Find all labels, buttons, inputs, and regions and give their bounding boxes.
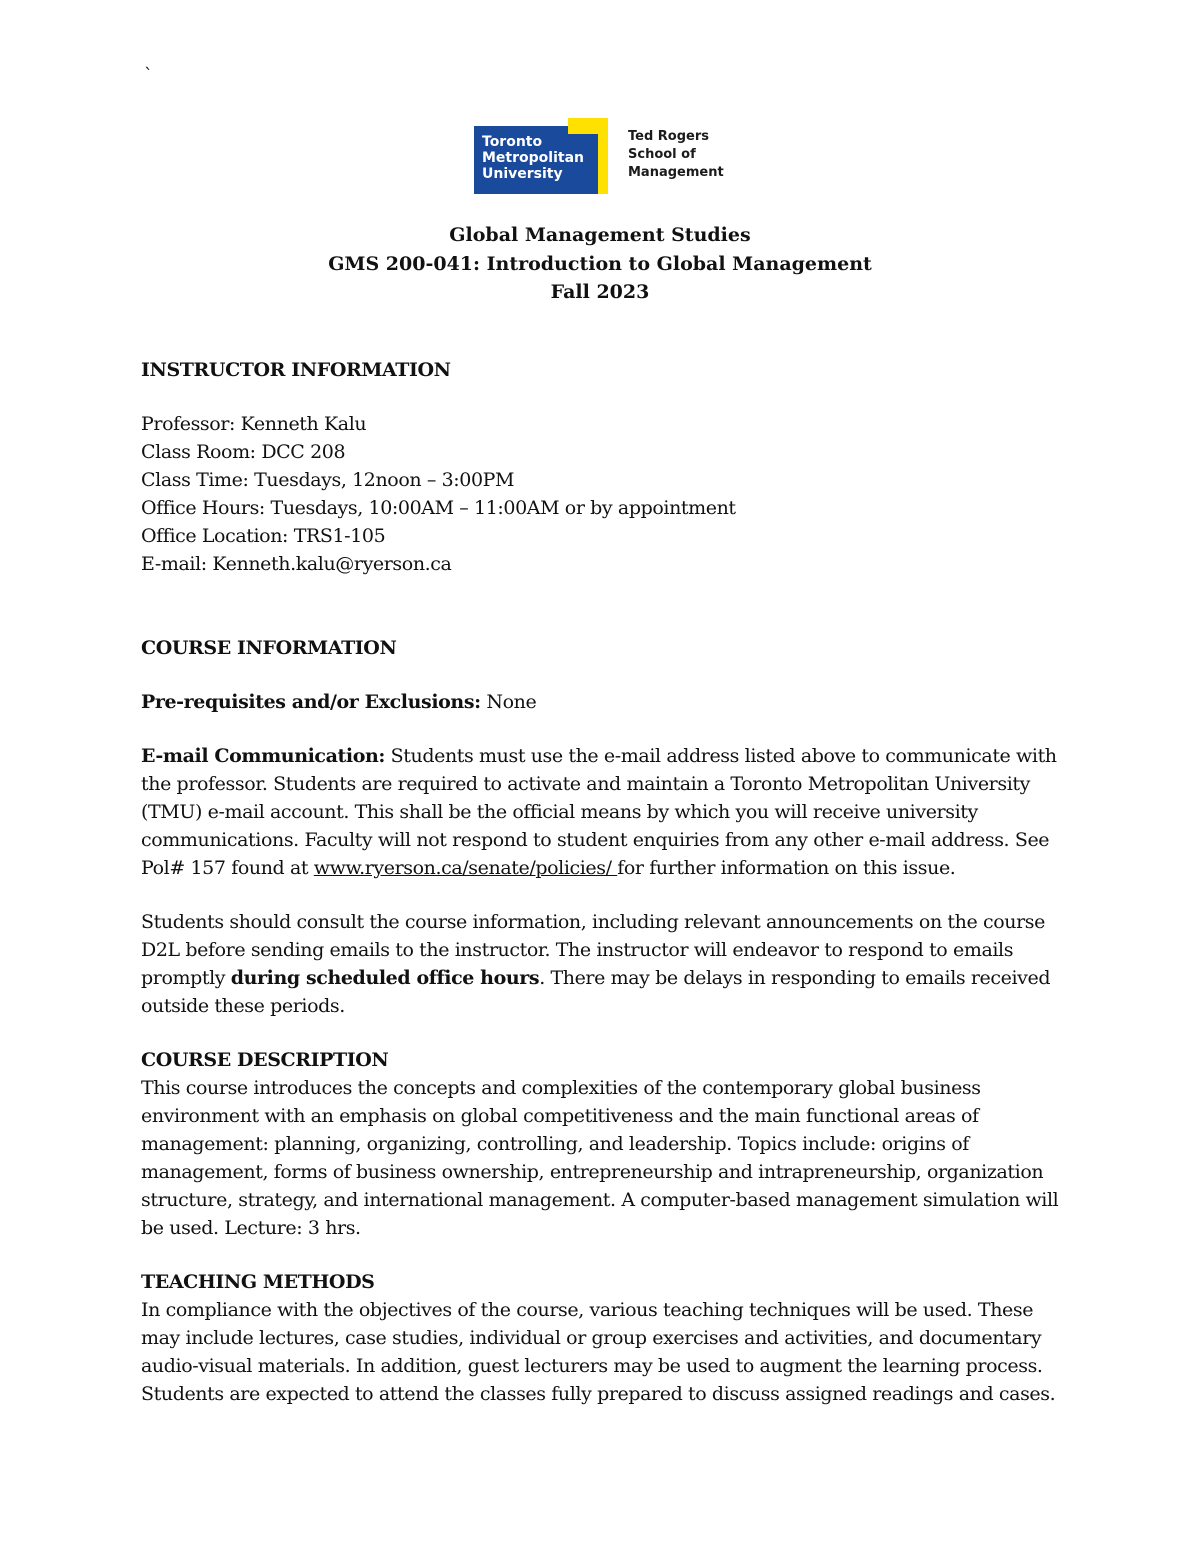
document-body — [141, 356, 1071, 1408]
spacer — [141, 1020, 1071, 1046]
consult-emphasis: during scheduled office hours — [230, 967, 540, 989]
policy-link[interactable]: www.ryerson.ca/senate/policies/ — [313, 857, 618, 879]
consult-text: Students should consult the course information, including relevant announcements on the course D2L before sending emails to the instructor. The instructor will endeavor to respond to emails promptly — [141, 911, 1045, 989]
program-title: Global Management Studies — [449, 224, 751, 246]
spacer — [141, 1242, 1071, 1268]
course-title: GMS 200-041: Introduction to Global Management — [328, 252, 872, 275]
email-line: E-mail: Kenneth.kalu@ryerson.ca — [141, 553, 452, 575]
stray-mark: ` — [144, 65, 153, 86]
office-location-line: Office Location: TRS1-105 — [141, 525, 386, 547]
spacer — [141, 662, 1071, 688]
prereq-paragraph — [141, 688, 1071, 716]
term-title: Fall 2023 — [550, 281, 650, 303]
email-communication-label: E-mail Communication: — [141, 745, 386, 767]
document-title — [0, 221, 1200, 307]
course-description-heading: COURSE DESCRIPTION — [141, 1049, 389, 1071]
prereq-value: None — [480, 691, 537, 713]
course-description-text: This course introduces the concepts and complexities of the contemporary global business environment with an emphasis on global competitiveness and the main functional areas of management: planning, organizing, controlling, and leadership. Topics include: origins of management, forms of business ownership, entrepreneurship and intrapreneurship, organization structure, strategy, and international management. A computer-based management simulation will be used. Lecture: 3 hrs. — [141, 1077, 1059, 1239]
consult-text-end: . There may be delays in responding to emails received outside these periods. — [141, 967, 1051, 1017]
email-communication-paragraph — [141, 742, 1071, 882]
logo-yellow-bar — [568, 118, 602, 134]
consult-paragraph — [141, 908, 1071, 1020]
teaching-methods-heading: TEACHING METHODS — [141, 1271, 375, 1293]
instructor-heading: INSTRUCTOR INFORMATION — [141, 359, 451, 381]
logo-school-name: Ted Rogers School of Management — [628, 129, 724, 180]
email-communication-text: Students must use the e-mail address listed above to communicate with the professor. Students are required to activate and maintain a Toronto Metropolitan University (TMU) e-mail account. This shall be the official means by which you will receive university communications. Faculty will not respond to student enquiries from any other e-mail address. See Pol# 157 found at — [141, 745, 1057, 879]
spacer — [141, 384, 1071, 410]
logo-university-name: Toronto Metropolitan University — [482, 134, 584, 182]
university-logo — [474, 118, 734, 194]
email-communication-text-end: for further information on this issue. — [617, 857, 956, 879]
prereq-label: Pre-requisites and/or Exclusions: — [141, 691, 481, 713]
class-room-line: Class Room: DCC 208 — [141, 441, 346, 463]
teaching-methods-text: In compliance with the objectives of the course, various teaching techniques will be used. These may include lectures, case studies, individual or group exercises and activities, and documentary audio-visual materials. In addition, guest lecturers may be used to augment the learning process. Students are expected to attend the classes fully prepared to discuss assigned readings and cases. — [141, 1299, 1056, 1405]
office-hours-line: Office Hours: Tuesdays, 10:00AM – 11:00AM or by appointment — [141, 497, 736, 519]
spacer — [141, 578, 1071, 634]
spacer — [141, 716, 1071, 742]
spacer — [141, 882, 1071, 908]
class-time-line: Class Time: Tuesdays, 12noon – 3:00PM — [141, 469, 515, 491]
logo-yellow-side — [598, 118, 608, 194]
professor-line: Professor: Kenneth Kalu — [141, 413, 367, 435]
course-info-heading: COURSE INFORMATION — [141, 637, 397, 659]
